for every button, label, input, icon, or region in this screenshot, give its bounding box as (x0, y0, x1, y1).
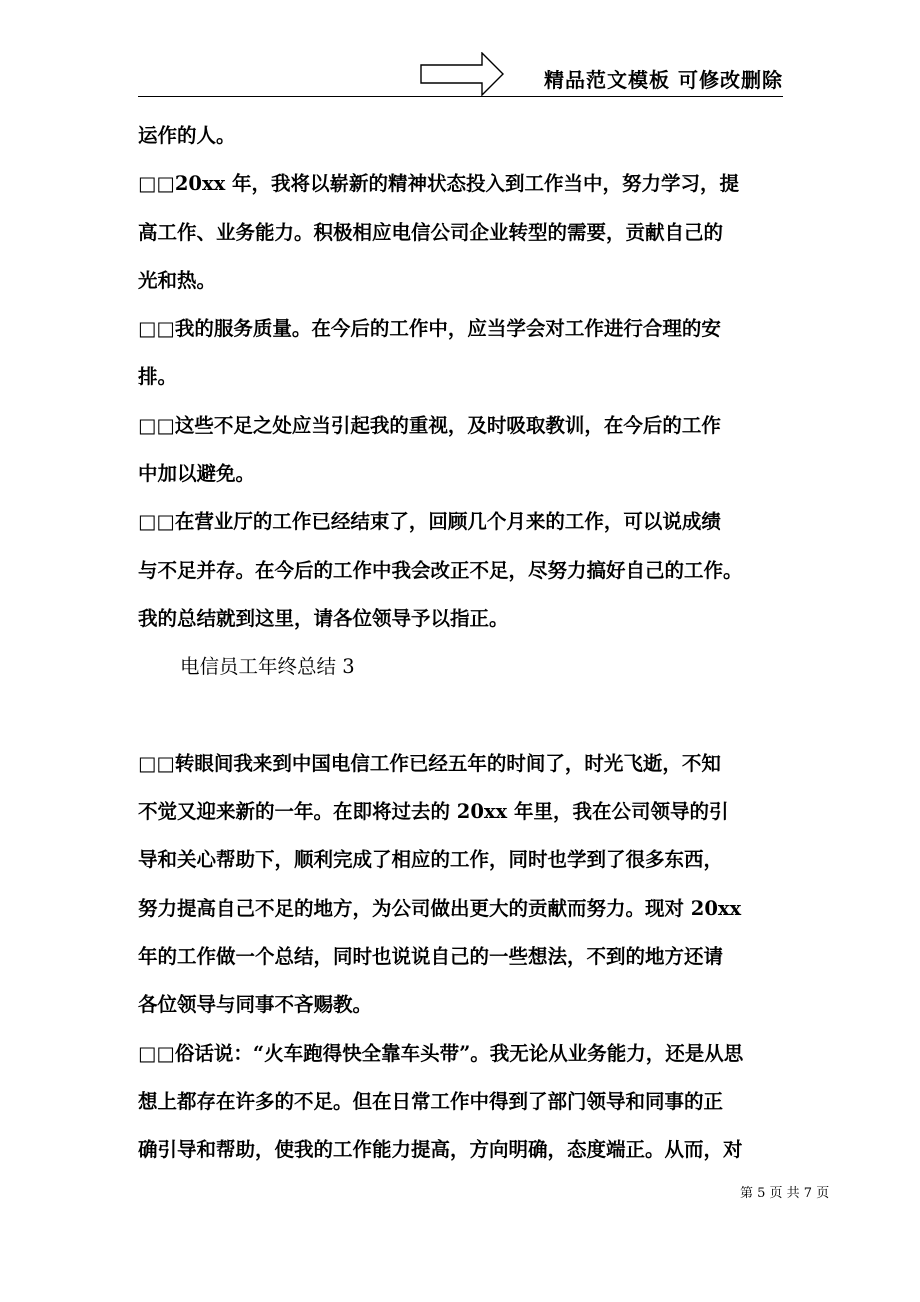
body-line: 年的工作做一个总结，同时也说说自己的一些想法，不到的地方还请 (138, 945, 724, 969)
body-line: 想上都存在许多的不足。但在日常工作中得到了部门领导和同事的正 (138, 1089, 724, 1113)
body-line: □□转眼间我来到中国电信工作已经五年的时间了，时光飞逝，不知 (138, 751, 721, 775)
body-line: 不觉又迎来新的一年。在即将过去的 20xx 年里，我在公司领导的引 (138, 800, 729, 824)
section-title: 电信员工年终总结 3 (180, 655, 355, 679)
body-line: □□这些不足之处应当引起我的重视，及时吸取教训，在今后的工作 (138, 413, 721, 437)
body-line: 运作的人。 (138, 124, 236, 147)
right-arrow-outline-icon (420, 52, 504, 96)
body-line: 我的总结就到这里，请各位领导予以指正。 (138, 606, 509, 630)
blank-line (138, 692, 798, 740)
document-body (138, 112, 798, 1175)
body-line: □□20xx 年，我将以崭新的精神状态投入到工作当中，努力学习，提 (138, 172, 740, 196)
page-header (138, 52, 783, 98)
body-line: □□我的服务质量。在今后的工作中，应当学会对工作进行合理的安 (138, 317, 721, 341)
body-line: 导和关心帮助下，顺利完成了相应的工作，同时也学到了很多东西， (138, 848, 724, 872)
page-number: 第 5 页 共 7 页 (740, 1186, 830, 1201)
body-line: 排。 (138, 365, 178, 389)
body-line: 确引导和帮助，使我的工作能力提高，方向明确，态度端正。从而，对 (138, 1138, 743, 1162)
body-line: 中加以避免。 (138, 462, 256, 486)
body-line: 各位领导与同事不吝赐教。 (138, 993, 373, 1017)
body-line: 与不足并存。在今后的工作中我会改正不足，尽努力搞好自己的工作。 (138, 558, 743, 582)
body-line: 努力提高自己不足的地方，为公司做出更大的贡献而努力。现对 20xx (138, 896, 742, 920)
header-divider (138, 96, 783, 97)
header-title: 精品范文模板 可修改删除 (544, 68, 783, 92)
body-line: □□俗话说：“火车跑得快全靠车头带”。我无论从业务能力，还是从思 (138, 1041, 744, 1065)
body-line: 高工作、业务能力。积极相应电信公司企业转型的需要，贡献自己的 (138, 220, 724, 244)
body-line: □□在营业厅的工作已经结束了，回顾几个月来的工作，可以说成绩 (138, 510, 721, 534)
body-line: 光和热。 (138, 268, 217, 292)
